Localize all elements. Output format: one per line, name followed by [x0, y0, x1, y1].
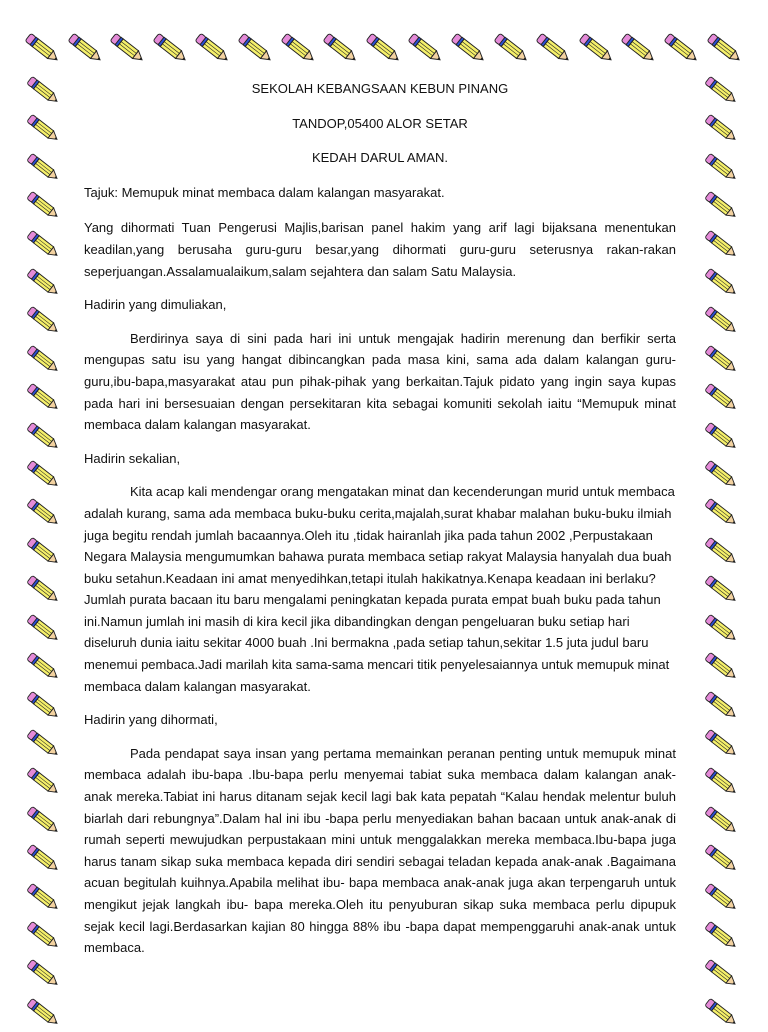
pencil-icon — [22, 418, 66, 456]
pencil-icon — [22, 648, 66, 686]
pencil-icon — [22, 763, 66, 801]
pencil-icon — [700, 379, 744, 417]
pencil-icon — [22, 28, 65, 70]
pencil-icon — [700, 456, 744, 494]
pencil-icon — [700, 840, 744, 878]
pencil-icon — [700, 494, 744, 532]
pencil-icon — [22, 725, 66, 763]
pencil-icon — [22, 494, 66, 532]
pencil-icon — [700, 226, 744, 264]
pencil-icon — [700, 994, 744, 1032]
pencil-icon — [700, 264, 744, 302]
paragraph-intro: Berdirinya saya di sini pada hari ini untuk mengajak hadirin merenung dan berfikir serta mengupas satu isu yang hangat dibincangkan pada masa kini, sama ada dalam kalangan guru-guru,ibu-bapa,masyarakat atau pun pihak-pihak yang berkaitan.Tajuk pidato yang ingin saya kupas pada hari ini bersesuaian dengan persekitaran kita sebagai komuniti sekolah iaitu “Memupuk minat membaca dalam kalangan masyarakat. — [84, 330, 676, 433]
pencil-icon — [320, 28, 363, 70]
pencil-icon — [700, 763, 744, 801]
pencil-icon — [150, 28, 193, 70]
pencil-icon — [22, 879, 66, 917]
pencil-icon — [700, 187, 744, 225]
pencil-icon — [448, 28, 491, 70]
pencil-icon — [22, 802, 66, 840]
pencil-icon — [65, 28, 108, 70]
pencil-icon — [576, 28, 619, 70]
pencil-icon — [22, 149, 66, 187]
paragraph-parents: Pada pendapat saya insan yang pertama memainkan peranan penting untuk memupuk minat membaca adalah ibu-bapa .Ibu-bapa perlu menyemai tabiat suka membaca dalam kalangan anak-anak mereka.Tabiat ini harus ditanam sejak kecil lagi bak kata pepatah “Kalau hendak melentur buluh biarlah dari rebungnya”.Dalam hal ini ibu -bapa perlu menyediakan bahan bacaan untuk anak-anak di rumah seperti mewujudkan perpustakaan mini untuk menggalakkan mereka membaca.Ibu-bapa juga harus tanam sikap suka membaca kepada diri sendiri sebagai teladan kepada anak-anak .Bagaimana acuan begitulah kuihnya.Apabila melihat ibu- bapa membaca anak-anak juga akan terpengaruh untuk mengikut jejak langkah ibu- bapa mereka.Oleh itu penyuburan sikap suka membaca perlu dipupuk sejak kecil lagi.Berdasarkan kajian 80 hingga 88% ibu -bapa dapat mempenggaruhi anak-anak untuk membaca. — [84, 745, 676, 956]
school-name: SEKOLAH KEBANGSAAN KEBUN PINANG — [251, 81, 509, 96]
pencil-icon — [22, 226, 66, 264]
opening-greeting: Yang dihormati Tuan Pengerusi Majlis,barisan panel hakim yang arif lagi bijaksana menentukan keadilan,yang berusaha guru-guru besar,yang dihormati guru-guru seterusnya rakan-rakan seperjuangan.Assalamualaikum,salam sejahtera dan salam Satu Malaysia. — [84, 220, 676, 279]
pencil-icon — [22, 994, 66, 1032]
speech-title: Tajuk: Memupuk minat membaca dalam kalangan masyarakat. — [84, 184, 445, 200]
pencil-icon — [22, 264, 66, 302]
pencil-icon — [491, 28, 534, 70]
pencil-icon — [700, 571, 744, 609]
pencil-icon — [700, 149, 744, 187]
pencil-icon — [22, 72, 66, 110]
pencil-icon — [700, 341, 744, 379]
pencil-icon — [533, 28, 576, 70]
pencil-icon — [661, 28, 704, 70]
pencil-icon — [700, 610, 744, 648]
pencil-icon — [700, 802, 744, 840]
pencil-icon — [22, 917, 66, 955]
pencil-icon — [192, 28, 235, 70]
pencil-icon — [22, 955, 66, 993]
speech-document — [84, 78, 676, 971]
pencil-icon — [363, 28, 406, 70]
pencil-icon — [700, 533, 744, 571]
pencil-icon — [700, 110, 744, 148]
pencil-icon — [700, 917, 744, 955]
school-state: KEDAH DARUL AMAN. — [311, 150, 449, 166]
pencil-icon — [22, 610, 66, 648]
salutation-3: Hadirin yang dihormati, — [84, 712, 218, 728]
pencil-icon — [22, 571, 66, 609]
salutation-1: Hadirin yang dimuliakan, — [84, 297, 227, 313]
pencil-border-right — [700, 72, 746, 1032]
pencil-border-top — [22, 28, 746, 72]
pencil-icon — [700, 72, 744, 110]
pencil-icon — [700, 879, 744, 917]
pencil-border-left — [22, 72, 68, 1032]
pencil-icon — [700, 955, 744, 993]
pencil-icon — [22, 840, 66, 878]
pencil-icon — [700, 418, 744, 456]
pencil-icon — [22, 379, 66, 417]
paragraph-issue: Kita acap kali mendengar orang mengatakan minat dan kecenderungan murid untuk membaca adalah kurang, sama ada membaca buku-buku cerita,majalah,surat khabar malahan buku-buku ilmiah juga begitu rendah jumlah bacaannya.Oleh itu ,tidak hairanlah jika pada tahun 2002 ,Perpustakaan Negara Malaysia mengumumkan bahawa purata membaca setiap rakyat Malaysia hanyalah dua buah buku setahun.Keadaan ini amat menyedihkan,tetapi itulah hakikatnya.Kenapa keadaan ini berlaku? Jumlah purata bacaan itu baru mengalami peningkatan kepada purata empat buah buku pada tahun ini.Namun jumlah ini masih di kira kecil jika dibandingkan dengan pengeluaran buku setiap hari diseluruh dunia iaitu sekitar 4000 buah .Ini bermakna ,pada setiap tahun,sekitar 1.5 juta judul baru menemui pembaca.Jadi marilah kita sama-sama mencari titik penyelesaiannya untuk memupuk minat membaca dalam kalangan masyarakat. — [84, 484, 675, 694]
school-address: TANDOP,05400 ALOR SETAR — [292, 115, 468, 131]
salutation-2: Hadirin sekalian, — [84, 450, 181, 466]
pencil-icon — [235, 28, 278, 70]
pencil-icon — [700, 648, 744, 686]
pencil-icon — [700, 302, 744, 340]
pencil-icon — [700, 725, 744, 763]
pencil-icon — [22, 533, 66, 571]
pencil-icon — [700, 687, 744, 725]
pencil-icon — [22, 687, 66, 725]
pencil-icon — [278, 28, 321, 70]
pencil-icon — [22, 110, 66, 148]
pencil-icon — [405, 28, 448, 70]
pencil-icon — [22, 302, 66, 340]
pencil-icon — [704, 28, 747, 70]
pencil-icon — [22, 456, 66, 494]
pencil-icon — [107, 28, 150, 70]
pencil-icon — [22, 341, 66, 379]
pencil-icon — [22, 187, 66, 225]
pencil-icon — [618, 28, 661, 70]
